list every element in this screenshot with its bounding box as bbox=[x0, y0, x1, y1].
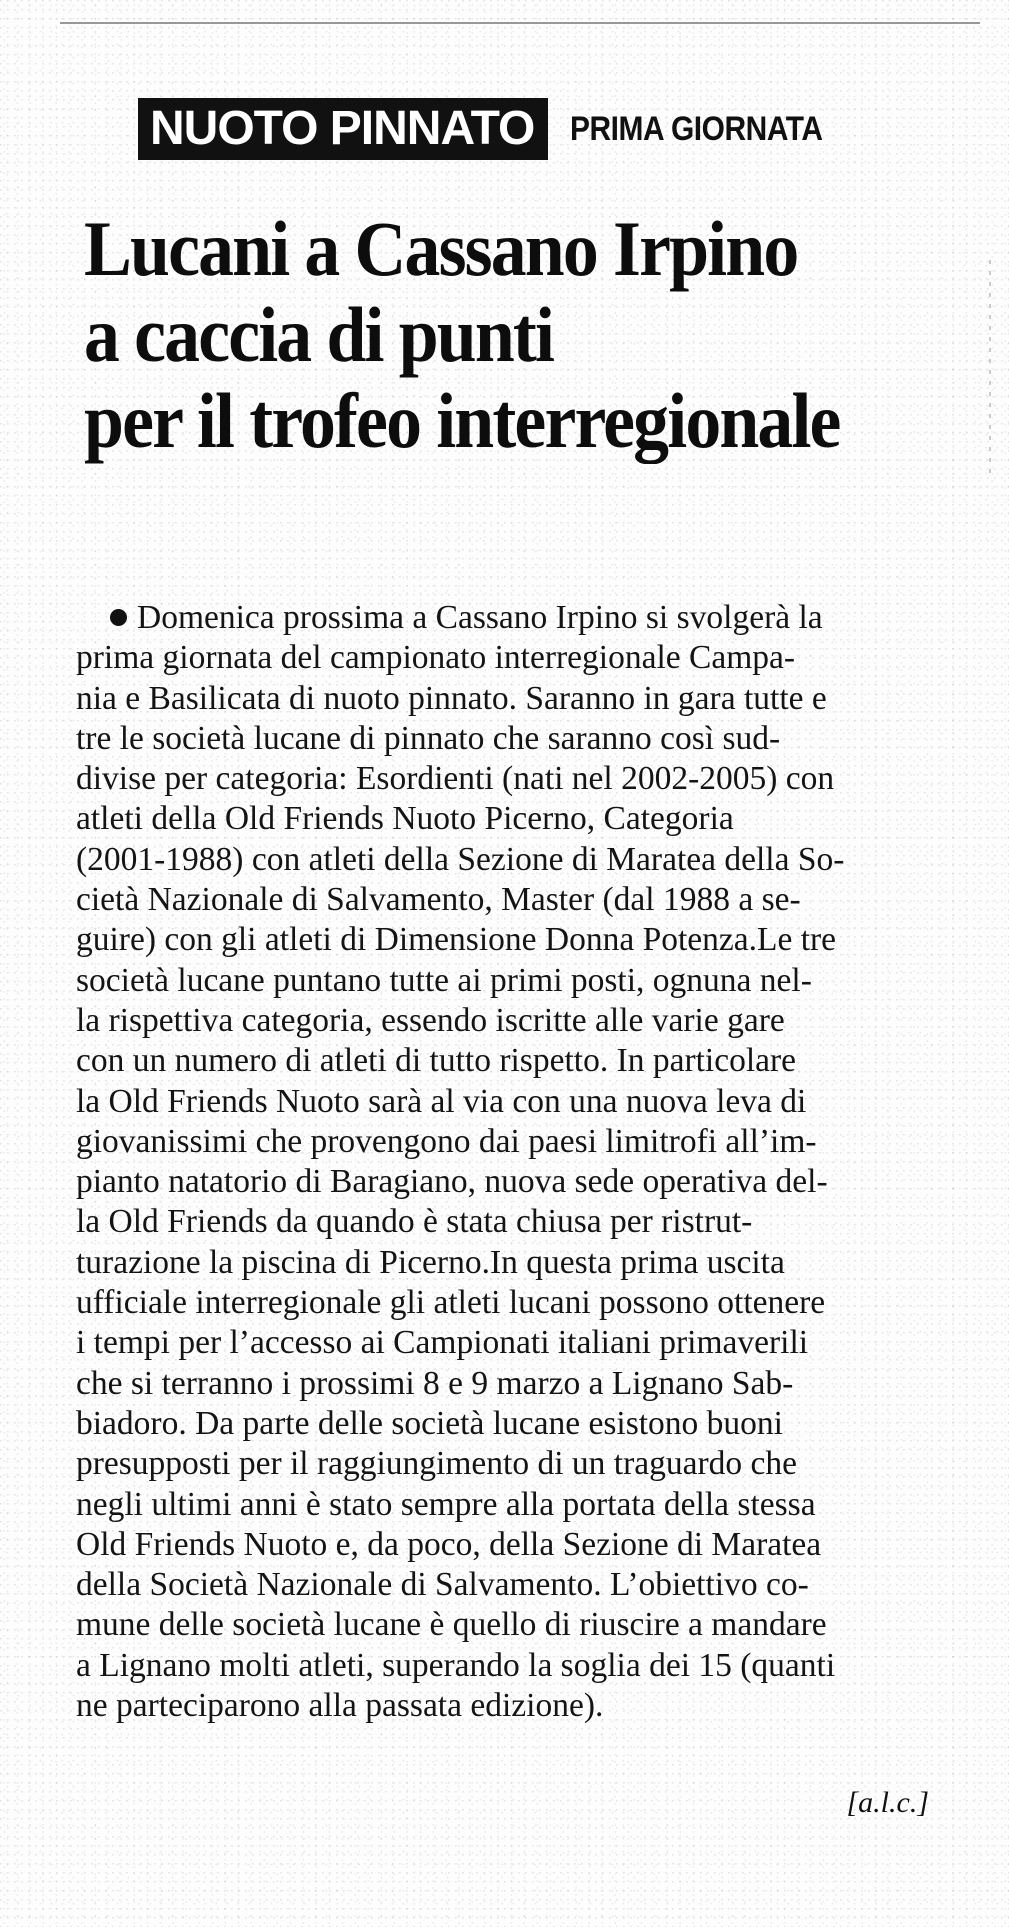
author-signature: [a.l.c.] bbox=[846, 1786, 929, 1819]
body-line: giovanissimi che provengono dai paesi limitrofi all’im- bbox=[76, 1122, 817, 1160]
headline-line: a caccia di punti bbox=[84, 291, 554, 378]
body-line: turazione la piscina di Picerno.In questa prima uscita bbox=[76, 1243, 785, 1281]
body-line: i tempi per l’accesso ai Campionati italiani primaverili bbox=[76, 1324, 809, 1362]
body-line: mune delle società lucane è quello di riuscire a mandare bbox=[76, 1606, 827, 1644]
body-line-text: Domenica prossima a Cassano Irpino si svolgerà la bbox=[137, 599, 823, 636]
article-body bbox=[76, 598, 932, 1726]
body-line: con un numero di atleti di tutto rispetto. In particolare bbox=[76, 1042, 797, 1080]
body-line: società lucane puntano tutte ai primi posti, ognuna nel- bbox=[76, 961, 812, 999]
bullet-icon bbox=[110, 609, 127, 626]
body-line: atleti della Old Friends Nuoto Picerno, Categoria bbox=[76, 800, 734, 838]
body-line: la rispettiva categoria, essendo iscritte alle varie gare bbox=[76, 1001, 785, 1039]
body-line: (2001-1988) con atleti della Sezione di Maratea della So- bbox=[76, 840, 845, 878]
body-line: negli ultimi anni è stato sempre alla portata della stessa bbox=[76, 1485, 816, 1523]
headline-line: per il trofeo interregionale bbox=[84, 377, 840, 464]
body-line: prima giornata del campionato interregionale Campa- bbox=[76, 639, 796, 677]
body-line: Old Friends Nuoto e, da poco, della Sezione di Maratea bbox=[76, 1525, 822, 1563]
section-kicker bbox=[138, 98, 857, 160]
body-line: presupposti per il raggiungimento di un traguardo che bbox=[76, 1445, 798, 1483]
body-line: ufficiale interregionale gli atleti lucani possono ottenere bbox=[76, 1284, 826, 1322]
body-line: pianto natatorio di Baragiano, nuova sede operativa del- bbox=[76, 1163, 828, 1201]
body-line: biadoro. Da parte delle società lucane esistono buoni bbox=[76, 1404, 783, 1442]
body-line: guire) con gli atleti di Dimensione Donna Potenza.Le tre bbox=[76, 921, 837, 959]
body-line: ne parteciparono alla passata edizione). bbox=[76, 1687, 604, 1725]
top-rule bbox=[60, 22, 980, 24]
body-line: della Società Nazionale di Salvamento. L’obiettivo co- bbox=[76, 1566, 809, 1604]
article-headline bbox=[84, 206, 984, 464]
body-line: a Lignano molti atleti, superando la soglia dei 15 (quanti bbox=[76, 1646, 836, 1684]
body-line: che si terranno i prossimi 8 e 9 marzo a Lignano Sab- bbox=[76, 1364, 794, 1402]
headline-line: Lucani a Cassano Irpino bbox=[84, 205, 798, 292]
kicker-label: NUOTO PINNATO bbox=[138, 98, 548, 160]
body-line: la Old Friends da quando è stata chiusa per ristrut- bbox=[76, 1203, 753, 1241]
body-line: la Old Friends Nuoto sarà al via con una nuova leva di bbox=[76, 1082, 807, 1120]
kicker-subtitle: PRIMA GIORNATA bbox=[570, 109, 823, 148]
body-line: nia e Basilicata di nuoto pinnato. Saranno in gara tutte e bbox=[76, 679, 827, 717]
body-line: divise per categoria: Esordienti (nati nel 2002-2005) con bbox=[76, 760, 835, 798]
body-line bbox=[76, 598, 932, 638]
body-line: tre le società lucane di pinnato che saranno così sud- bbox=[76, 719, 781, 757]
scan-edge-mark bbox=[989, 260, 991, 480]
body-line: cietà Nazionale di Salvamento, Master (dal 1988 a se- bbox=[76, 881, 801, 919]
